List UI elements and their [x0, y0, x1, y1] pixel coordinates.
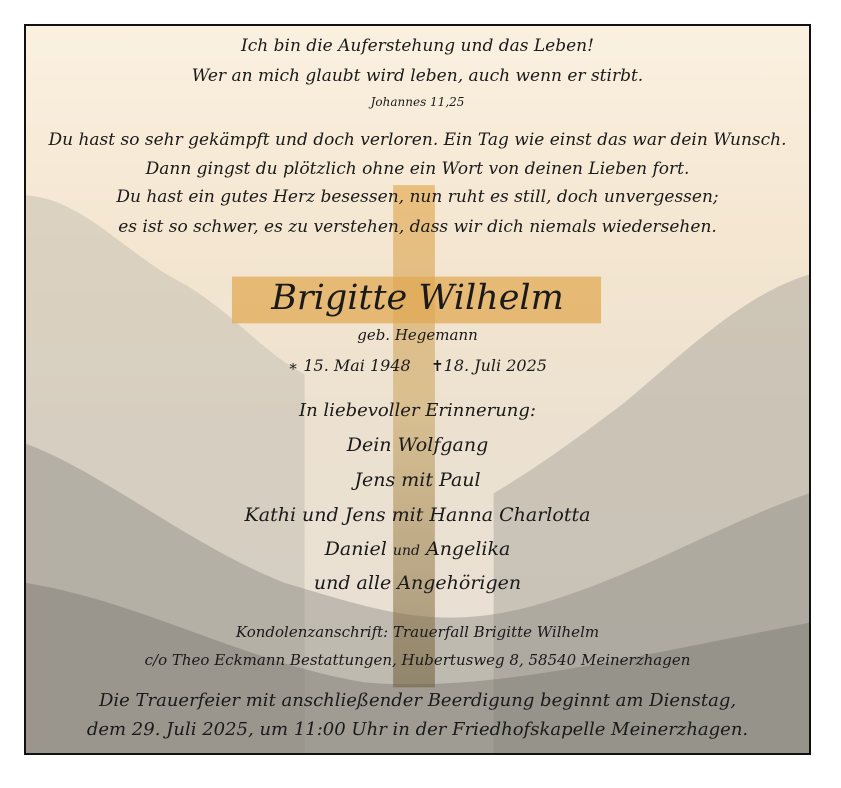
- condolence-line-1: Kondolenzanschrift: Trauerfall Brigitte Wilhelm: [235, 623, 600, 641]
- mourner-line-3: Kathi und Jens mit Hanna Charlotta: [244, 504, 591, 526]
- mourner-line-5: und alle Angehörigen: [313, 572, 522, 594]
- poem-line-4: es ist so schwer, es zu verstehen, dass wir dich niemals wiedersehen.: [118, 217, 717, 237]
- mourner-line-2: Jens mit Paul: [354, 469, 481, 491]
- death-cross-icon: ✝: [431, 357, 444, 375]
- obituary-notice: [24, 24, 811, 755]
- life-dates: [26, 356, 809, 375]
- birth-star-icon: ∗: [288, 357, 299, 375]
- poem-line-2: Dann gingst du plötzlich ohne ein Wort von deinen Lieben fort.: [145, 159, 690, 179]
- condolence-line-2: c/o Theo Eckmann Bestattungen, Hubertusweg 8, 58540 Meinerzhagen: [144, 651, 691, 669]
- mourner-line-1: Dein Wolfgang: [346, 434, 489, 456]
- birth-date: 15. Mai 1948: [303, 356, 411, 375]
- mourner-line-4: [26, 538, 809, 560]
- verse-source: Johannes 11,25: [370, 95, 465, 109]
- mourner-und: und: [392, 543, 420, 559]
- poem-line-3: Du hast ein gutes Herz besessen, nun ruht es still, doch unvergessen;: [116, 187, 719, 207]
- poem-line-1: Du hast so sehr gekämpft und doch verloren. Ein Tag wie einst das war dein Wunsch.: [48, 130, 787, 150]
- mourner-angelika: Angelika: [425, 538, 511, 560]
- deceased-name: Brigitte Wilhelm: [271, 278, 564, 318]
- death-date: 18. Juli 2025: [443, 356, 547, 375]
- funeral-line-2: dem 29. Juli 2025, um 11:00 Uhr in der Friedhofskapelle Meinerzhagen.: [86, 719, 749, 740]
- funeral-line-1: Die Trauerfeier mit anschließender Beerdigung beginnt am Dienstag,: [98, 690, 737, 711]
- mourners-heading: In liebevoller Erinnerung:: [299, 400, 536, 421]
- mourner-daniel: Daniel: [324, 538, 387, 560]
- verse-line-1: Ich bin die Auferstehung und das Leben!: [241, 36, 594, 56]
- verse-line-2: Wer an mich glaubt wird leben, auch wenn er stirbt.: [191, 66, 644, 86]
- maiden-name: geb. Hegemann: [357, 326, 478, 344]
